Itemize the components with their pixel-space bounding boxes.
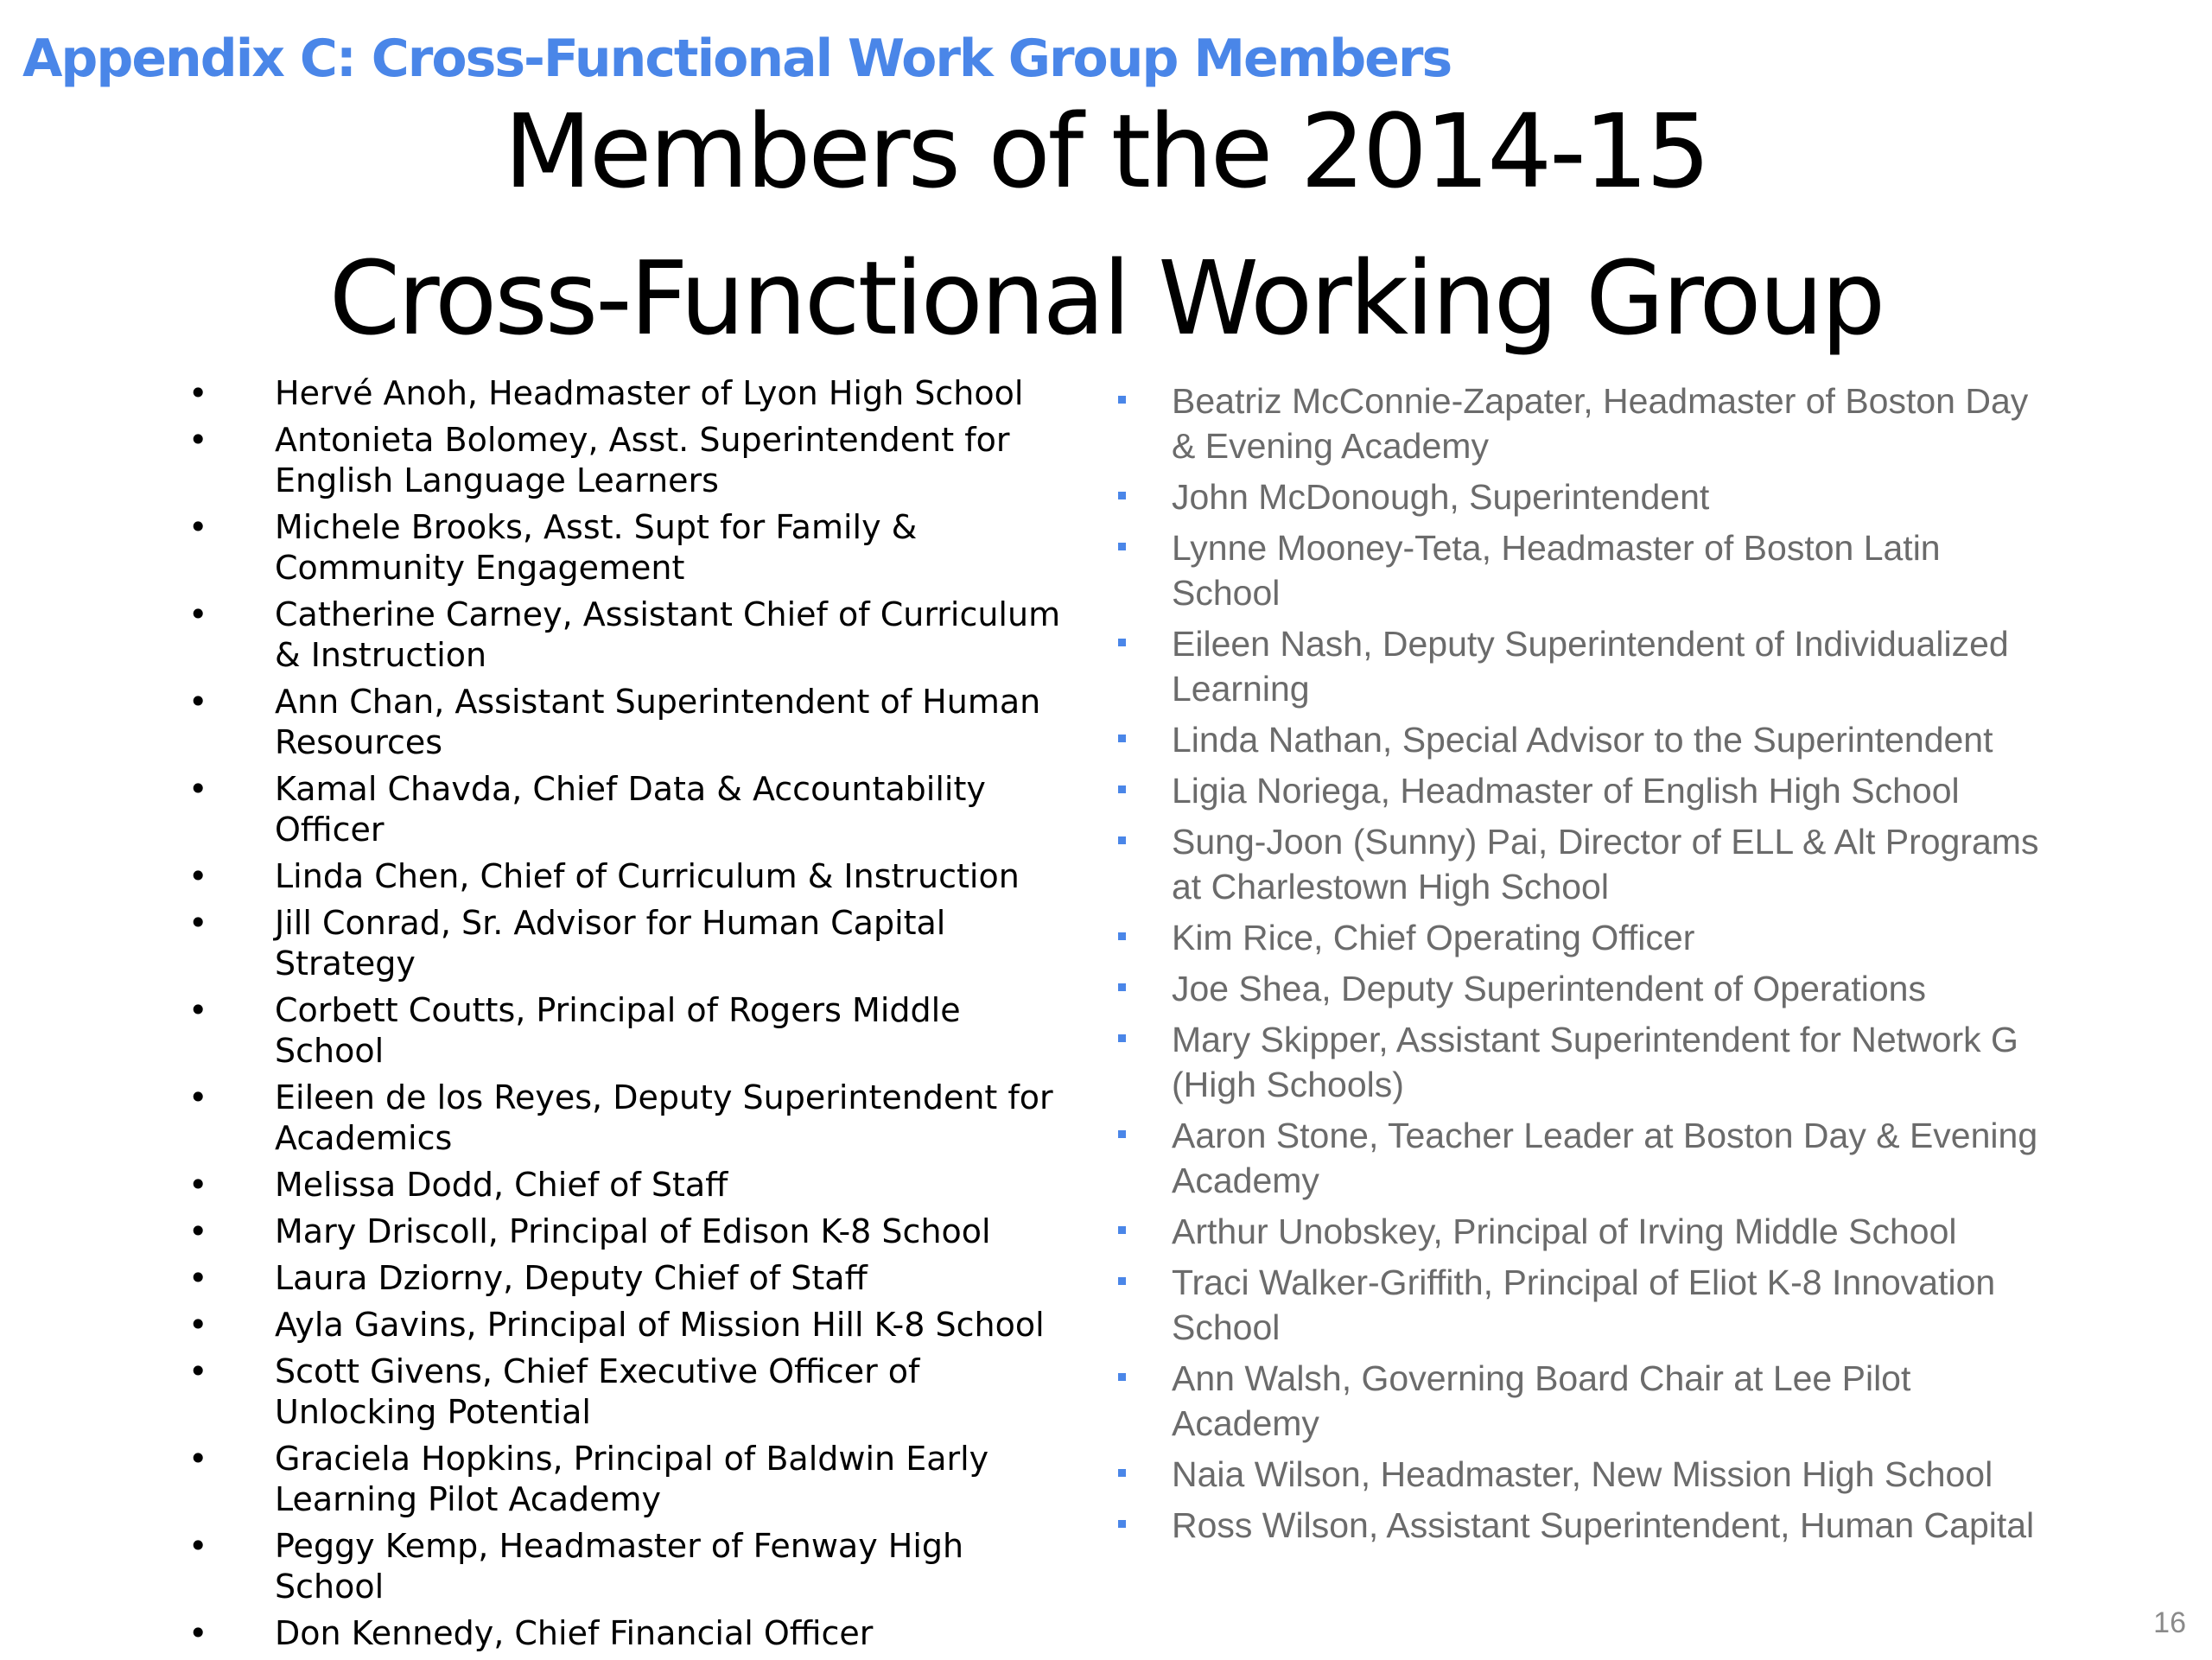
list-item xyxy=(1115,768,2048,813)
list-item xyxy=(1115,1209,2048,1254)
square-bullet-icon xyxy=(1118,1373,1126,1381)
square-bullet-icon xyxy=(1118,543,1126,550)
list-item xyxy=(181,1212,1071,1252)
bullet-icon: • xyxy=(188,374,208,412)
square-bullet-icon xyxy=(1118,1034,1126,1042)
list-item xyxy=(181,1078,1071,1159)
member-text: Peggy Kemp, Headmaster of Fenway High School xyxy=(275,1527,964,1606)
bullet-icon: • xyxy=(188,904,208,942)
bullet-icon: • xyxy=(188,1614,208,1652)
member-text: Catherine Carney, Assistant Chief of Curriculum & Instruction xyxy=(275,595,1061,674)
title-line-2: Cross-Functional Working Group xyxy=(328,239,1884,358)
bullet-icon: • xyxy=(188,1259,208,1297)
member-text: Corbett Coutts, Principal of Rogers Middle School xyxy=(275,991,961,1070)
left-member-list xyxy=(181,373,1071,1660)
list-item xyxy=(1115,915,2048,960)
member-text: Antonieta Bolomey, Asst. Superintendent for English Language Learners xyxy=(275,421,1010,499)
square-bullet-icon xyxy=(1118,932,1126,940)
square-bullet-icon xyxy=(1118,1469,1126,1477)
list-item xyxy=(181,1305,1071,1345)
member-text: Linda Nathan, Special Advisor to the Superintendent xyxy=(1172,720,1993,760)
member-text: Aaron Stone, Teacher Leader at Boston Day & Evening Academy xyxy=(1172,1116,2038,1200)
list-item xyxy=(181,373,1071,414)
list-item xyxy=(181,1613,1071,1654)
page-number: 16 xyxy=(2153,1606,2186,1639)
list-item xyxy=(181,595,1071,676)
list-item xyxy=(1115,525,2048,615)
list-item xyxy=(181,1352,1071,1433)
member-text: Traci Walker-Griffith, Principal of Eliot K-8 Innovation School xyxy=(1172,1262,1996,1347)
member-text: John McDonough, Superintendent xyxy=(1172,477,1710,517)
list-item xyxy=(1115,819,2048,909)
list-item xyxy=(181,769,1071,850)
member-text: Melissa Dodd, Chief of Staff xyxy=(275,1166,728,1204)
list-item xyxy=(1115,1017,2048,1107)
list-item xyxy=(1115,1452,2048,1497)
list-item xyxy=(181,1258,1071,1299)
list-item xyxy=(181,903,1071,984)
member-text: Kamal Chavda, Chief Data & Accountability Officer xyxy=(275,770,986,849)
square-bullet-icon xyxy=(1118,492,1126,499)
appendix-heading: Appendix C: Cross-Functional Work Group Members xyxy=(22,29,1452,89)
list-item xyxy=(1115,474,2048,519)
bullet-icon: • xyxy=(188,770,208,808)
list-item xyxy=(181,420,1071,501)
bullet-icon: • xyxy=(188,1306,208,1344)
member-text: Eileen de los Reyes, Deputy Superintendent for Academics xyxy=(275,1078,1053,1157)
bullet-icon: • xyxy=(188,1440,208,1478)
member-text: Kim Rice, Chief Operating Officer xyxy=(1172,918,1695,957)
bullet-icon: • xyxy=(188,1078,208,1116)
member-text: Mary Skipper, Assistant Superintendent for Network G (High Schools) xyxy=(1172,1020,2018,1104)
square-bullet-icon xyxy=(1118,1277,1126,1285)
list-item xyxy=(1115,1113,2048,1203)
member-text: Naia Wilson, Headmaster, New Mission High School xyxy=(1172,1454,1993,1494)
right-member-list xyxy=(1115,378,2048,1554)
bullet-icon: • xyxy=(188,508,208,546)
list-item xyxy=(1115,621,2048,711)
member-text: Ann Walsh, Governing Board Chair at Lee Pilot Academy xyxy=(1172,1358,1911,1443)
list-item xyxy=(181,1439,1071,1520)
square-bullet-icon xyxy=(1118,836,1126,844)
bullet-icon: • xyxy=(188,991,208,1029)
member-text: Scott Givens, Chief Executive Officer of Unlocking Potential xyxy=(275,1352,920,1431)
member-text: Hervé Anoh, Headmaster of Lyon High School xyxy=(275,374,1024,412)
member-text: Lynne Mooney-Teta, Headmaster of Boston Latin School xyxy=(1172,528,1941,613)
bullet-icon: • xyxy=(188,683,208,721)
member-text: Ross Wilson, Assistant Superintendent, Human Capital xyxy=(1172,1505,2035,1545)
square-bullet-icon xyxy=(1118,983,1126,991)
list-item xyxy=(1115,378,2048,468)
list-item xyxy=(1115,1356,2048,1446)
member-text: Mary Driscoll, Principal of Edison K-8 School xyxy=(275,1212,991,1250)
square-bullet-icon xyxy=(1118,785,1126,793)
member-text: Eileen Nash, Deputy Superintendent of Individualized Learning xyxy=(1172,624,2009,709)
list-item xyxy=(181,507,1071,588)
list-item xyxy=(181,1526,1071,1607)
bullet-icon: • xyxy=(188,1352,208,1390)
square-bullet-icon xyxy=(1118,735,1126,742)
bullet-icon: • xyxy=(188,595,208,633)
list-item xyxy=(181,990,1071,1072)
list-item xyxy=(181,1165,1071,1205)
list-item xyxy=(1115,1503,2048,1548)
list-item xyxy=(1115,1260,2048,1350)
member-text: Beatriz McConnie-Zapater, Headmaster of Boston Day & Evening Academy xyxy=(1172,381,2029,466)
square-bullet-icon xyxy=(1118,396,1126,404)
member-text: Don Kennedy, Chief Financial Officer xyxy=(275,1614,874,1652)
member-text: Michele Brooks, Asst. Supt for Family & Community Engagement xyxy=(275,508,918,587)
square-bullet-icon xyxy=(1118,639,1126,646)
member-text: Ayla Gavins, Principal of Mission Hill K-8 School xyxy=(275,1306,1045,1344)
bullet-icon: • xyxy=(188,1527,208,1565)
bullet-icon: • xyxy=(188,1166,208,1204)
square-bullet-icon xyxy=(1118,1520,1126,1528)
list-item xyxy=(1115,966,2048,1011)
bullet-icon: • xyxy=(188,1212,208,1250)
member-text: Linda Chen, Chief of Curriculum & Instruction xyxy=(275,857,1020,895)
list-item xyxy=(1115,717,2048,762)
member-text: Arthur Unobskey, Principal of Irving Middle School xyxy=(1172,1212,1957,1251)
list-item xyxy=(181,856,1071,897)
bullet-icon: • xyxy=(188,421,208,459)
member-text: Ligia Noriega, Headmaster of English High School xyxy=(1172,771,1960,811)
bullet-icon: • xyxy=(188,857,208,895)
member-text: Jill Conrad, Sr. Advisor for Human Capital Strategy xyxy=(275,904,946,983)
square-bullet-icon xyxy=(1118,1130,1126,1138)
member-text: Laura Dziorny, Deputy Chief of Staff xyxy=(275,1259,868,1297)
member-text: Ann Chan, Assistant Superintendent of Human Resources xyxy=(275,683,1041,761)
page-title xyxy=(0,78,2212,372)
list-item xyxy=(181,682,1071,763)
member-text: Joe Shea, Deputy Superintendent of Operations xyxy=(1172,969,1926,1008)
title-line-1: Members of the 2014-15 xyxy=(504,92,1708,211)
square-bullet-icon xyxy=(1118,1226,1126,1234)
member-text: Graciela Hopkins, Principal of Baldwin Early Learning Pilot Academy xyxy=(275,1440,989,1518)
member-text: Sung-Joon (Sunny) Pai, Director of ELL & Alt Programs at Charlestown High School xyxy=(1172,822,2039,906)
